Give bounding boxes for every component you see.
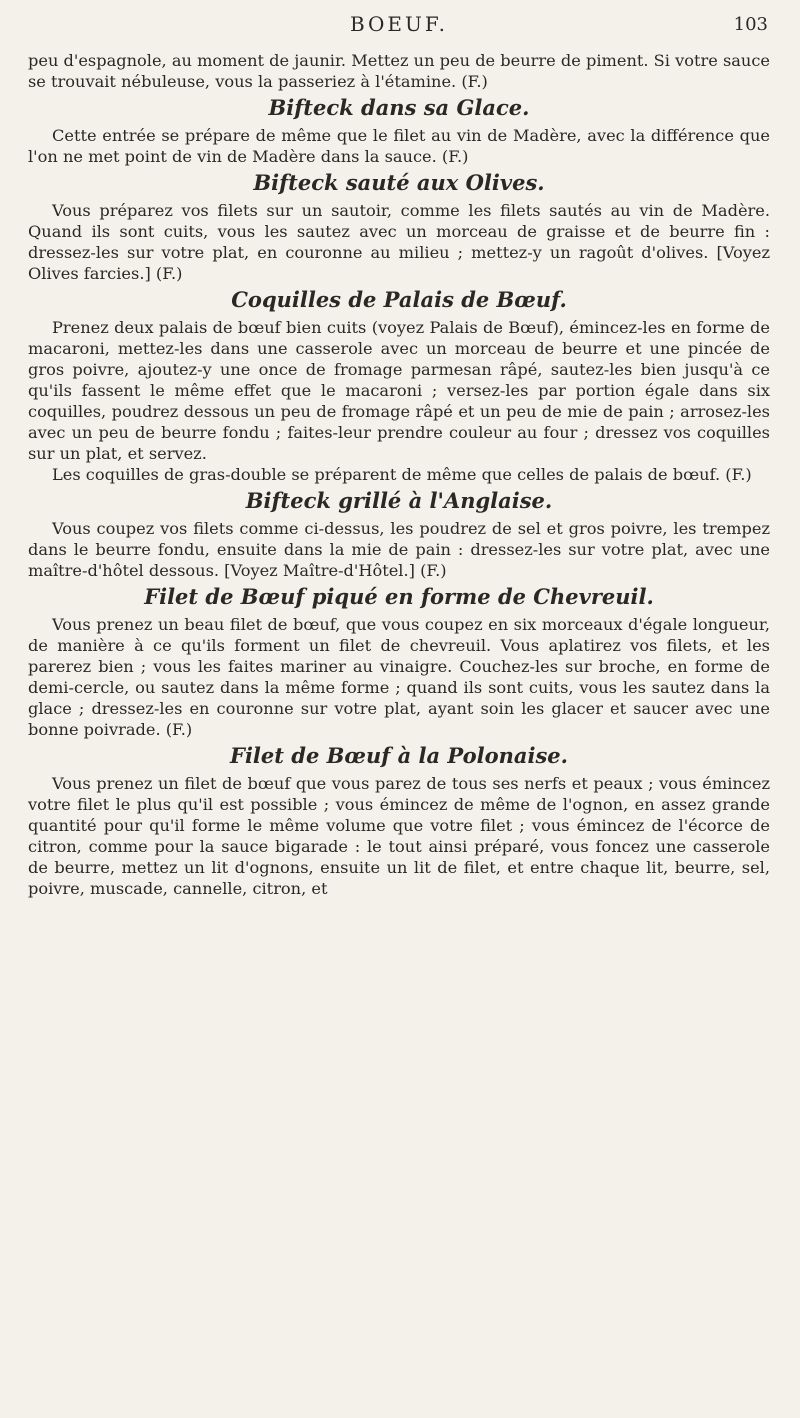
running-title: BOEUF.: [349, 12, 449, 36]
paragraph: Cette entrée se prépare de même que le filet au vin de Madère, avec la différence que l'on ne met point de vin de Madère dans la sauce. (F.): [28, 126, 770, 166]
recipe-heading: Filet de Bœuf piqué en forme de Chevreuil.: [144, 584, 654, 609]
recipe-heading: Bifteck sauté aux Olives.: [253, 170, 545, 195]
paragraph: Vous préparez vos filets sur un sautoir, comme les filets sautés au vin de Madère. Quand ils sont cuits, vous les sautez avec un morceau de graisse et de beurre fin : dressez-les sur votre plat, en couronne au milieu ; mettez-y un ragoût d'olives. [Voyez Olives farcies.] (F.): [28, 201, 770, 283]
paragraph: Les coquilles de gras-double se préparent de même que celles de palais de bœuf. (F.): [52, 465, 752, 484]
recipe-heading: Filet de Bœuf à la Polonaise.: [230, 743, 568, 768]
recipe-heading: Bifteck grillé à l'Anglaise.: [245, 488, 553, 513]
paragraph: Prenez deux palais de bœuf bien cuits (voyez Palais de Bœuf), émincez-les en forme de macaroni, mettez-les dans une casserole avec un morceau de beurre et une pincée de gros poivre, ajoutez-y une once de fromage parmesan râpé, sautez-les bien jusqu'à ce qu'ils fassent le même effet que le macaroni ; versez-les par portion égale dans six coquilles, poudrez dessous un peu de fromage râpé et un peu de mie de pain ; arrosez-les avec un peu de beurre fondu ; faites-leur prendre couleur au four ; dressez vos coquilles sur un plat, et servez.: [28, 318, 770, 463]
recipe-heading: Coquilles de Palais de Bœuf.: [231, 287, 567, 312]
paragraph: Vous prenez un filet de bœuf que vous parez de tous ses nerfs et peaux ; vous émincez votre filet le plus qu'il est possible ; vous émincez de même de l'ognon, en assez grande quantité pour qu'il forme le même volume que votre filet ; vous émincez de l'écorce de citron, comme pour la sauce bigarade : le tout ainsi préparé, vous foncez une casserole de beurre, mettez un lit d'ognons, ensuite un lit de filet, et entre chaque lit, beurre, sel, poivre, muscade, cannelle, citron, et: [28, 774, 770, 898]
paragraph: peu d'espagnole, au moment de jaunir. Mettez un peu de beurre de piment. Si votre sauce se trouvait nébuleuse, vous la passeriez à l'étamine. (F.): [28, 51, 770, 91]
paragraph: Vous coupez vos filets comme ci-dessus, les poudrez de sel et gros poivre, les trempez dans le beurre fondu, ensuite dans la mie de pain : dressez-les sur votre plat, avec une maître-d'hôtel dessous. [Voyez Maître-d'Hôtel.] (F.): [28, 519, 770, 580]
recipe-heading: Bifteck dans sa Glace.: [268, 95, 530, 120]
running-head: [28, 12, 770, 40]
page-number: 103: [733, 14, 768, 35]
body-text: [28, 50, 770, 899]
paragraph: Vous prenez un beau filet de bœuf, que vous coupez en six morceaux d'égale longueur, de manière à ce qu'ils forment un filet de chevreuil. Vous aplatirez vos filets, et les parerez bien ; vous les faites mariner au vinaigre. Couchez-les sur broche, en forme de demi-cercle, ou sautez dans la même forme ; quand ils sont cuits, vous les sautez dans la glace ; dressez-les en couronne sur votre plat, ayant soin les glacer et saucer avec une bonne poivrade. (F.): [28, 615, 770, 739]
